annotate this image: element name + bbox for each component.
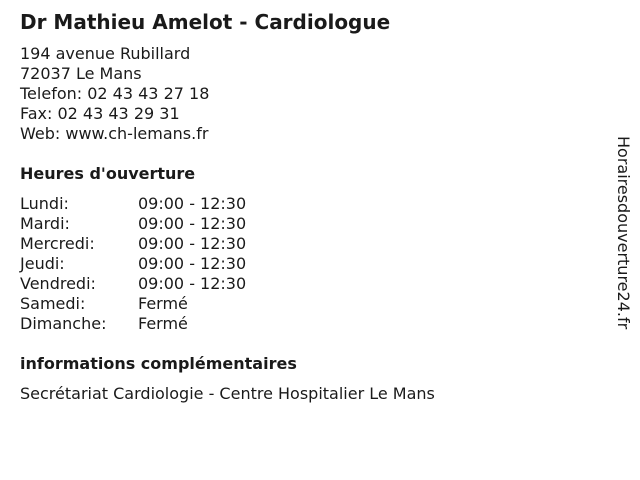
- day-label: Mercredi:: [20, 234, 95, 253]
- additional-info-text: Secrétariat Cardiologie - Centre Hospitalier Le Mans: [20, 384, 435, 403]
- hours-row-wednesday: [20, 234, 246, 254]
- day-label: Lundi:: [20, 194, 69, 213]
- hours-row-friday: [20, 274, 246, 294]
- day-label: Vendredi:: [20, 274, 96, 293]
- hours-row-saturday: [20, 294, 246, 314]
- fax-number: Fax: 02 43 43 29 31: [20, 104, 180, 123]
- hours-value: 09:00 - 12:30: [138, 274, 247, 293]
- day-label: Dimanche:: [20, 314, 107, 333]
- hours-value: 09:00 - 12:30: [138, 254, 247, 273]
- contact-block: [20, 44, 209, 144]
- hours-value: Fermé: [138, 314, 188, 333]
- website: Web: www.ch-lemans.fr: [20, 124, 209, 143]
- page-title: Dr Mathieu Amelot - Cardiologue: [20, 10, 391, 34]
- hours-value: Fermé: [138, 294, 188, 313]
- hours-value: 09:00 - 12:30: [138, 234, 247, 253]
- watermark-brand: Horairesdouverture24.fr: [614, 136, 633, 330]
- opening-hours-heading: Heures d'ouverture: [20, 164, 196, 183]
- address-street: 194 avenue Rubillard: [20, 44, 191, 63]
- day-label: Samedi:: [20, 294, 86, 313]
- hours-value: 09:00 - 12:30: [138, 214, 247, 233]
- hours-row-monday: [20, 194, 246, 214]
- day-label: Jeudi:: [20, 254, 65, 273]
- hours-value: 09:00 - 12:30: [138, 194, 247, 213]
- address-city: 72037 Le Mans: [20, 64, 142, 83]
- day-label: Mardi:: [20, 214, 70, 233]
- opening-hours-list: [20, 194, 246, 334]
- hours-row-thursday: [20, 254, 246, 274]
- phone-number: Telefon: 02 43 43 27 18: [20, 84, 210, 103]
- additional-info-heading: informations complémentaires: [20, 354, 297, 373]
- hours-row-tuesday: [20, 214, 246, 234]
- hours-row-sunday: [20, 314, 246, 334]
